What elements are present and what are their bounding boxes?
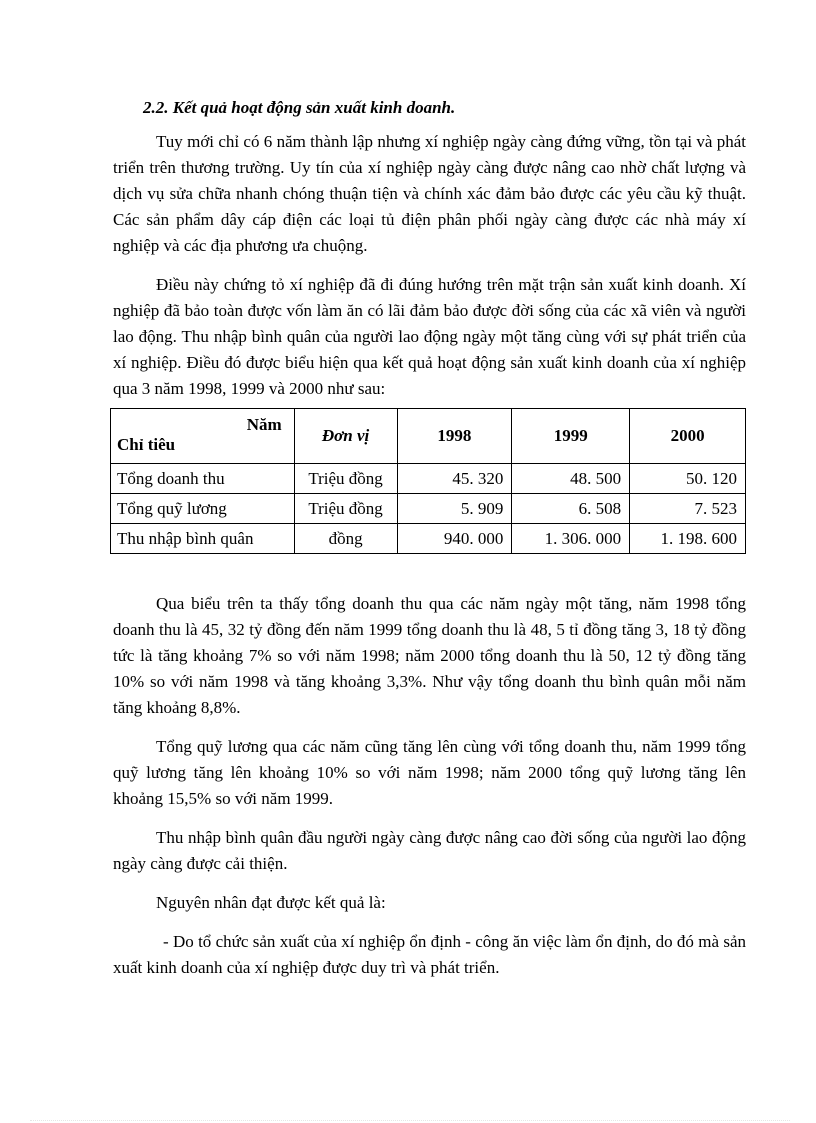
row-value: 5. 909 xyxy=(397,494,512,524)
row-unit: đồng xyxy=(294,524,397,554)
table-row xyxy=(111,464,746,494)
row-value: 940. 000 xyxy=(397,524,512,554)
row-value: 48. 500 xyxy=(512,464,630,494)
year-header: 1999 xyxy=(512,409,630,464)
row-value: 1. 198. 600 xyxy=(630,524,746,554)
row-value: 45. 320 xyxy=(397,464,512,494)
year-header: 2000 xyxy=(630,409,746,464)
paragraph: Điều này chứng tỏ xí nghiệp đã đi đúng hướng trên mặt trận sản xuất kinh doanh. Xí nghiệp đã bảo toàn được vốn làm ăn có lãi đảm bảo được đời sống của các xã viên và người lao động. Thu nhập bình quân của người lao động ngày một tăng cùng với sự phát triển của xí nghiệp. Điều đó được biểu hiện qua kết quả hoạt động sản xuất kinh doanh của xí nghiệp qua 3 năm 1998, 1999 và 2000 như sau: xyxy=(113,275,746,398)
table-row xyxy=(111,524,746,554)
paragraph: Nguyên nhân đạt được kết quả là: xyxy=(156,893,386,912)
row-unit: Triệu đồng xyxy=(294,494,397,524)
section-heading: 2.2. Kết quả hoạt động sản xuất kinh doanh. xyxy=(143,98,456,117)
row-value: 1. 306. 000 xyxy=(512,524,630,554)
results-table xyxy=(110,408,746,554)
paragraph: Tổng quỹ lương qua các năm cũng tăng lên cùng với tổng doanh thu, năm 1999 tổng quỹ lương tăng lên khoảng 10% so với năm 1998; năm 2000 tổng quỹ lương tăng lên khoảng 15,5% so với năm 1999. xyxy=(113,737,746,808)
year-axis-label: Năm xyxy=(246,415,282,434)
unit-header: Đơn vị xyxy=(294,409,397,464)
bullet-paragraph: - Do tổ chức sản xuất của xí nghiệp ổn định - công ăn việc làm ổn định, do đó mà sản xuất kinh doanh của xí nghiệp được duy trì và phát triển. xyxy=(113,932,746,977)
page-bottom-divider xyxy=(30,1120,790,1121)
row-label: Thu nhập bình quân xyxy=(111,524,295,554)
year-header: 1998 xyxy=(397,409,512,464)
row-label: Tổng quỹ lương xyxy=(111,494,295,524)
row-value: 50. 120 xyxy=(630,464,746,494)
paragraph: Thu nhập bình quân đầu người ngày càng được nâng cao đời sống của người lao động ngày càng được cải thiện. xyxy=(113,828,746,873)
row-unit: Triệu đồng xyxy=(294,464,397,494)
table-row xyxy=(111,494,746,524)
row-value: 7. 523 xyxy=(630,494,746,524)
row-label: Tổng doanh thu xyxy=(111,464,295,494)
document-page xyxy=(113,94,746,994)
paragraph: Tuy mới chỉ có 6 năm thành lập nhưng xí nghiệp ngày càng đứng vững, tồn tại và phát triển trên thương trường. Uy tín của xí nghiệp ngày càng được nâng cao nhờ chất lượng và dịch vụ sửa chữa nhanh chóng thuận tiện và chính xác đảm bảo được các yêu cầu kỹ thuật. Các sản phẩm dây cáp điện các loại tủ điện phân phối ngày càng được các nhà máy xí nghiệp và các địa phương ưa chuộng. xyxy=(113,132,746,255)
indicator-axis-label: Chỉ tiêu xyxy=(117,435,176,454)
table-header-row xyxy=(111,409,746,464)
corner-header-cell xyxy=(111,409,295,464)
paragraph: Qua biểu trên ta thấy tổng doanh thu qua các năm ngày một tăng, năm 1998 tổng doanh thu là 45, 32 tỷ đồng đến năm 1999 tổng doanh thu là 48, 5 tỉ đồng tăng 3, 18 tỷ đồng tức là tăng khoảng 7% so với năm 1998; năm 2000 tổng doanh thu là 50, 12 tỷ đồng tăng 10% so với năm 1998 và tăng khoảng 3,3%. Như vậy tổng doanh thu bình quân mỗi năm tăng khoảng 8,8%. xyxy=(113,594,746,717)
row-value: 6. 508 xyxy=(512,494,630,524)
